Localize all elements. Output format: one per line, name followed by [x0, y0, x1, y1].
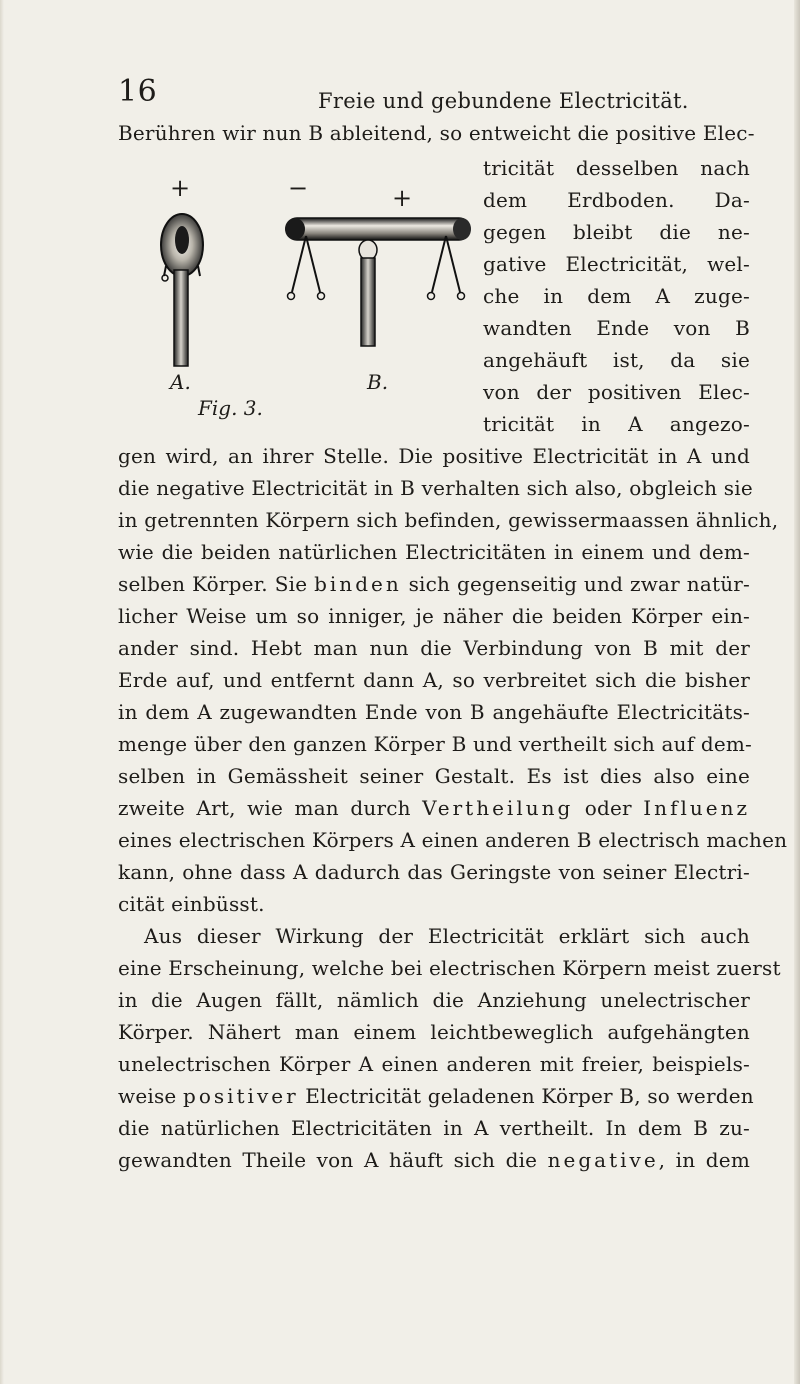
page-number: 16	[118, 74, 158, 109]
text-run: , in dem	[658, 1148, 750, 1172]
minus-sign-b: −	[288, 174, 309, 202]
emphasis-negative: negative	[547, 1148, 659, 1172]
text-line: Erde auf, und entfernt dann A, so verbreitet sich die bisher	[118, 668, 750, 692]
emphasis-binden: binden	[314, 572, 402, 596]
text-run: sich gegenseitig und zwar natür-	[401, 572, 750, 596]
text-line: die negative Electricität in B verhalten sich also, obgleich sie	[118, 476, 753, 500]
text-line: eines electrischen Körpers A einen anderen B electrisch machen	[118, 828, 788, 852]
emphasis-vertheilung: Vertheilung	[422, 796, 574, 820]
emphasis-positiver: positiver	[183, 1084, 299, 1108]
page-edge-right	[794, 0, 800, 1384]
text-line: Körper. Nähert man einem leichtbeweglich aufgehängten	[118, 1020, 750, 1044]
text-line: Aus dieser Wirkung der Electricität erklärt sich auch	[144, 924, 750, 948]
text-line: tricität in A angezo-	[483, 412, 750, 436]
label-b: B.	[367, 370, 389, 394]
running-head: Freie und gebundene Electricität.	[318, 89, 689, 113]
conductor-a	[161, 214, 203, 366]
text-line: die natürlichen Electricitäten in A vertheilt. In dem B zu-	[118, 1116, 750, 1140]
text-line: in dem A zugewandten Ende von B angehäufte Electricitäts-	[118, 700, 750, 724]
text-run: gewandten Theile von A häuft sich die	[118, 1148, 548, 1172]
text-line: in getrennten Körpern sich befinden, gewissermaassen ähnlich,	[118, 508, 779, 532]
text-line: unelectrischen Körper A einen anderen mit freier, beispiels-	[118, 1052, 750, 1076]
text-line	[118, 1081, 754, 1112]
text-line: licher Weise um so inniger, je näher die beiden Körper ein-	[118, 604, 750, 628]
text-line: eine Erscheinung, welche bei electrischen Körpern meist zuerst	[118, 956, 781, 980]
plus-sign-b: +	[392, 184, 413, 212]
text-line: kann, ohne dass A dadurch das Geringste von seiner Electri-	[118, 860, 750, 884]
text-line: angehäuft ist, da sie	[483, 348, 750, 372]
text-run: weise	[118, 1084, 184, 1108]
text-line	[118, 793, 750, 824]
plus-sign-a: +	[170, 174, 191, 202]
conductor-b	[285, 218, 471, 346]
text-run: selben Körper. Sie	[118, 572, 315, 596]
figure-caption: Fig. 3.	[198, 396, 263, 420]
emphasis-influenz: Influenz	[643, 796, 750, 820]
text-line: von der positiven Elec-	[483, 380, 750, 404]
text-line	[118, 1145, 750, 1176]
text-run: Electricität geladenen Körper B, so werden	[298, 1084, 754, 1108]
text-line: gegen bleibt die ne-	[483, 220, 750, 244]
page-header	[0, 72, 800, 122]
text-line: in die Augen fällt, nämlich die Anziehung unelectrischer	[118, 988, 750, 1012]
induction-apparatus-drawing	[160, 170, 480, 370]
text-run: oder	[573, 796, 644, 820]
text-line: menge über den ganzen Körper B und vertheilt sich auf dem-	[118, 732, 753, 756]
text-line: dem Erdboden. Da-	[483, 188, 750, 212]
text-line: selben in Gemässheit seiner Gestalt. Es ist dies also eine	[118, 764, 750, 788]
text-line: ander sind. Hebt man nun die Verbindung von B mit der	[118, 636, 750, 660]
text-line: cität einbüsst.	[118, 892, 265, 916]
text-line: gen wird, an ihrer Stelle. Die positive Electricität in A und	[118, 444, 750, 468]
text-line: gative Electricität, wel-	[483, 252, 750, 276]
text-line: Berühren wir nun B ableitend, so entweicht die positive Elec-	[118, 121, 755, 145]
text-line: wie die beiden natürlichen Electricitäten in einem und dem-	[118, 540, 750, 564]
page-edge-left	[0, 0, 4, 1384]
text-run: zweite Art, wie man durch	[118, 796, 423, 820]
label-a: A.	[170, 370, 191, 394]
text-line: wandten Ende von B	[483, 316, 750, 340]
text-line: che in dem A zuge-	[483, 284, 750, 308]
text-line: tricität desselben nach	[483, 156, 750, 180]
text-line	[118, 569, 750, 600]
figure-3	[160, 170, 480, 420]
